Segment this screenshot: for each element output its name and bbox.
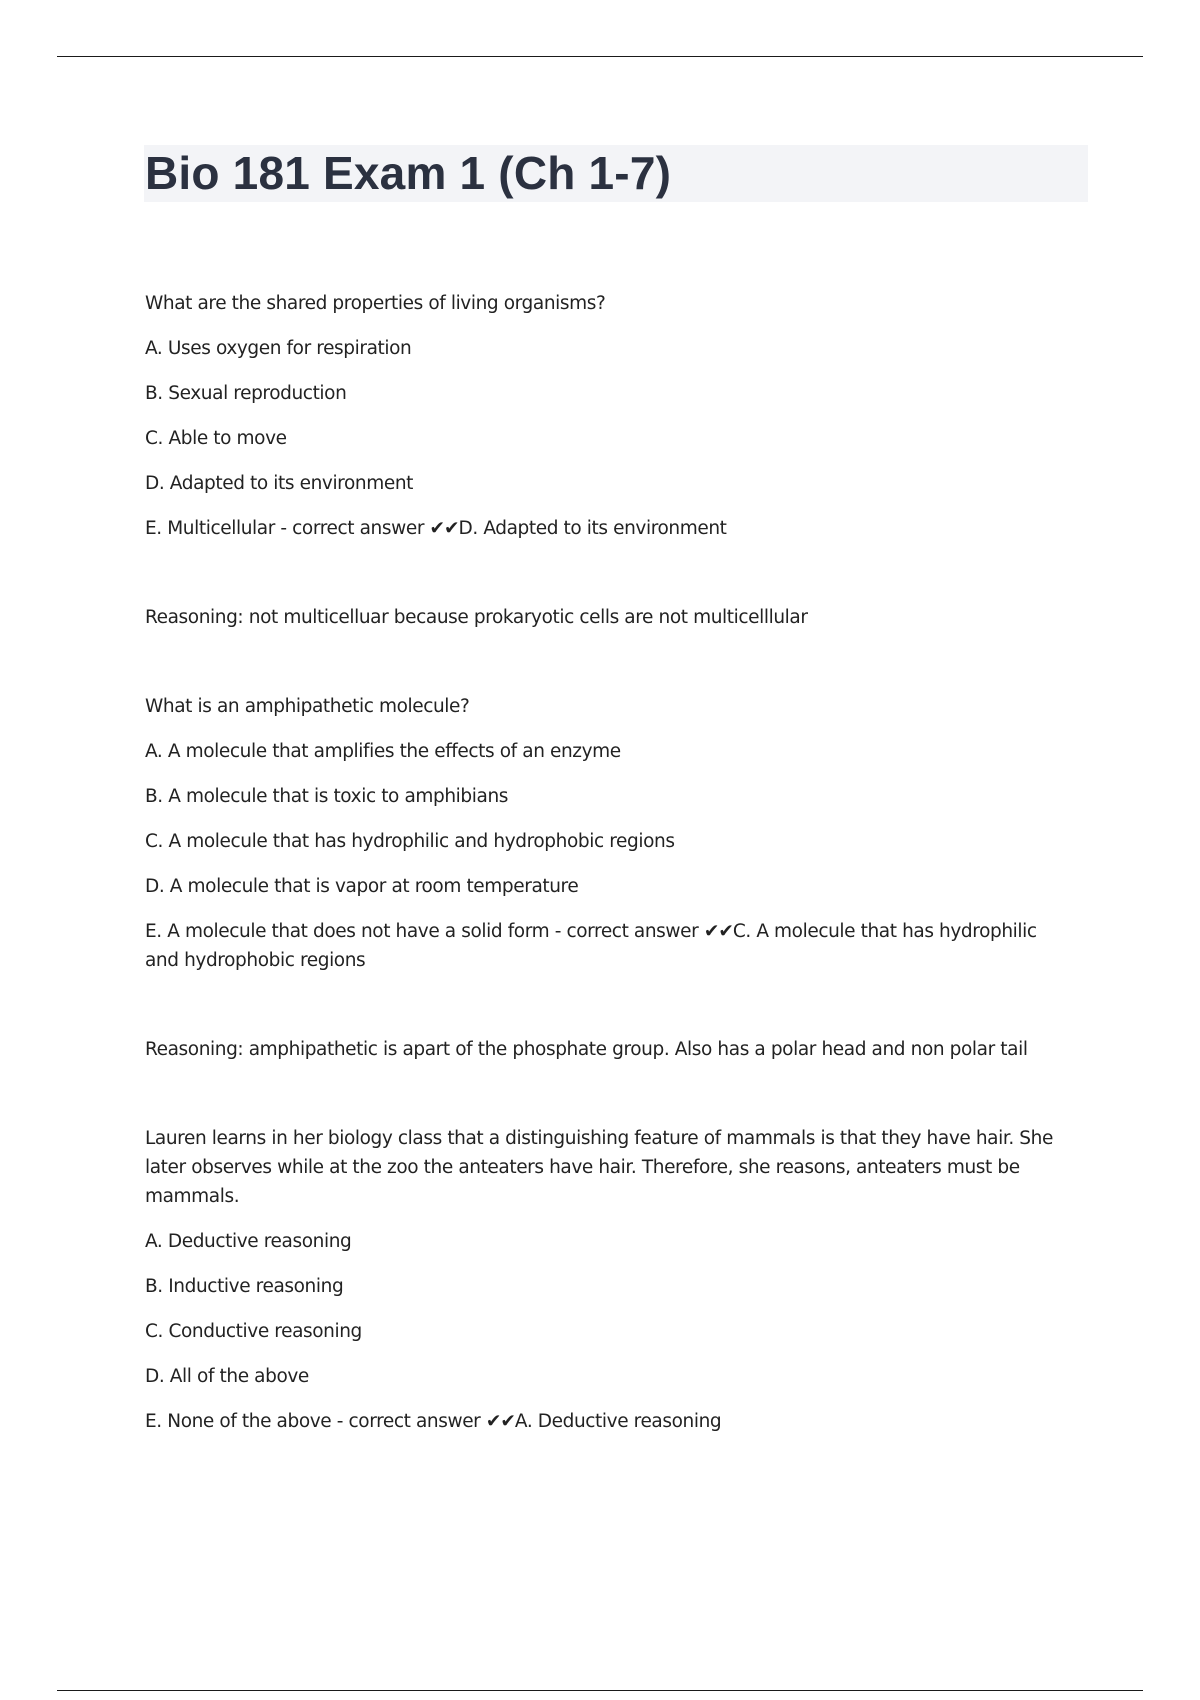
question-block-2 <box>145 692 1065 975</box>
correct-answer-text: C. A molecule that has hydrophilic and hydrophobic regions <box>145 921 1037 971</box>
answer-option-with-correct-answer <box>145 514 1065 543</box>
answer-option-with-correct-answer <box>145 1407 1065 1436</box>
question-text: What is an amphipathetic molecule? <box>145 696 470 717</box>
question-text: Lauren learns in her biology class that a distinguishing feature of mammals is that they have hair. She later observes while at the zoo the anteaters have hair. Therefore, she reasons, anteaters must be mammals. <box>145 1128 1053 1207</box>
answer-option: A. Uses oxygen for respiration <box>145 338 412 359</box>
answer-option-text: E. Multicellular - correct answer <box>145 518 425 539</box>
answer-option: D. A molecule that is vapor at room temperature <box>145 876 579 897</box>
answer-option-text: E. A molecule that does not have a solid form - correct answer <box>145 921 699 942</box>
answer-option-with-correct-answer <box>145 917 1065 975</box>
top-rule <box>57 56 1143 57</box>
question-text: What are the shared properties of living organisms? <box>145 293 606 314</box>
question-block-3 <box>145 1124 1065 1436</box>
question-block-1 <box>145 289 1065 543</box>
correct-answer-text: A. Deductive reasoning <box>514 1411 722 1432</box>
reasoning-text: Reasoning: not multicelluar because prokaryotic cells are not multicelllular <box>145 607 808 628</box>
checkmark-icon: ✔✔ <box>703 921 733 942</box>
document-body <box>145 289 1065 1436</box>
answer-option-text: E. None of the above - correct answer <box>145 1411 481 1432</box>
answer-option: B. A molecule that is toxic to amphibians <box>145 786 509 807</box>
answer-option: C. Able to move <box>145 428 287 449</box>
answer-option: C. A molecule that has hydrophilic and hydrophobic regions <box>145 831 675 852</box>
checkmark-icon: ✔✔ <box>485 1411 515 1432</box>
answer-option: C. Conductive reasoning <box>145 1321 362 1342</box>
bottom-rule <box>57 1690 1143 1691</box>
answer-option: A. A molecule that amplifies the effects of an enzyme <box>145 741 621 762</box>
reasoning-block-1 <box>145 603 1065 632</box>
answer-option: B. Sexual reproduction <box>145 383 347 404</box>
answer-option: D. All of the above <box>145 1366 309 1387</box>
answer-option: A. Deductive reasoning <box>145 1231 352 1252</box>
document-title: Bio 181 Exam 1 (Ch 1-7) <box>145 147 672 199</box>
correct-answer-text: D. Adapted to its environment <box>458 518 727 539</box>
reasoning-text: Reasoning: amphipathetic is apart of the phosphate group. Also has a polar head and non polar tail <box>145 1039 1028 1060</box>
answer-option: B. Inductive reasoning <box>145 1276 344 1297</box>
answer-option: D. Adapted to its environment <box>145 473 414 494</box>
checkmark-icon: ✔✔ <box>429 518 459 539</box>
reasoning-block-2 <box>145 1035 1065 1064</box>
